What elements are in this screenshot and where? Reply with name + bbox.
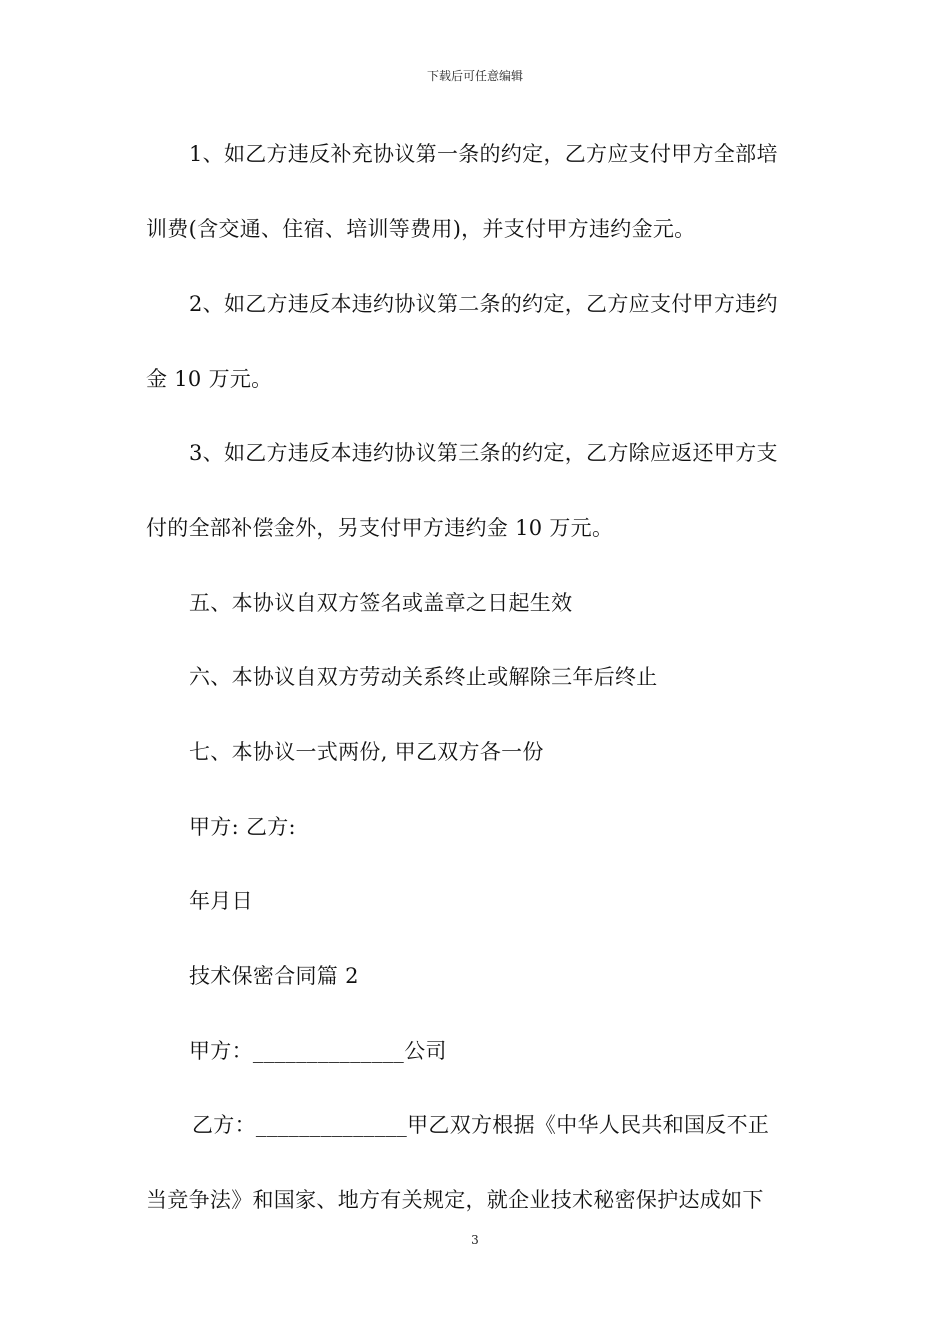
party-b-line: 乙方：______________甲乙双方根据《中华人民共和国反不正 bbox=[192, 1113, 770, 1137]
party-a-line: 甲方：______________公司 bbox=[189, 1039, 447, 1063]
paragraph-line: 2、如乙方违反本违约协议第二条的约定，乙方应支付甲方违约 bbox=[189, 292, 778, 316]
paragraph-line: 3、如乙方违反本违约协议第三条的约定，乙方除应返还甲方支 bbox=[189, 441, 778, 465]
paragraph-line: 金 10 万元。 bbox=[146, 367, 273, 391]
paragraph-line: 训费(含交通、住宿、培训等费用)，并支付甲方违约金元。 bbox=[146, 217, 696, 241]
paragraph-line: 七、本协议一式两份, 甲乙双方各一份 bbox=[189, 740, 544, 764]
paragraph-line: 付的全部补偿金外，另支付甲方违约金 10 万元。 bbox=[146, 516, 614, 540]
date-line: 年月日 bbox=[189, 889, 253, 913]
section-title: 技术保密合同篇 2 bbox=[189, 964, 359, 988]
page-header-note: 下载后可任意编辑 bbox=[426, 69, 523, 83]
signature-parties-line: 甲方: 乙方: bbox=[189, 815, 296, 839]
paragraph-line: 1、如乙方违反补充协议第一条的约定，乙方应支付甲方全部培 bbox=[189, 142, 778, 166]
paragraph-line: 当竞争法》和国家、地方有关规定，就企业技术秘密保护达成如下 bbox=[146, 1188, 764, 1212]
page-number: 3 bbox=[471, 1233, 479, 1247]
paragraph-line: 六、本协议自双方劳动关系终止或解除三年后终止 bbox=[189, 665, 658, 689]
paragraph-line: 五、本协议自双方签名或盖章之日起生效 bbox=[189, 591, 573, 615]
